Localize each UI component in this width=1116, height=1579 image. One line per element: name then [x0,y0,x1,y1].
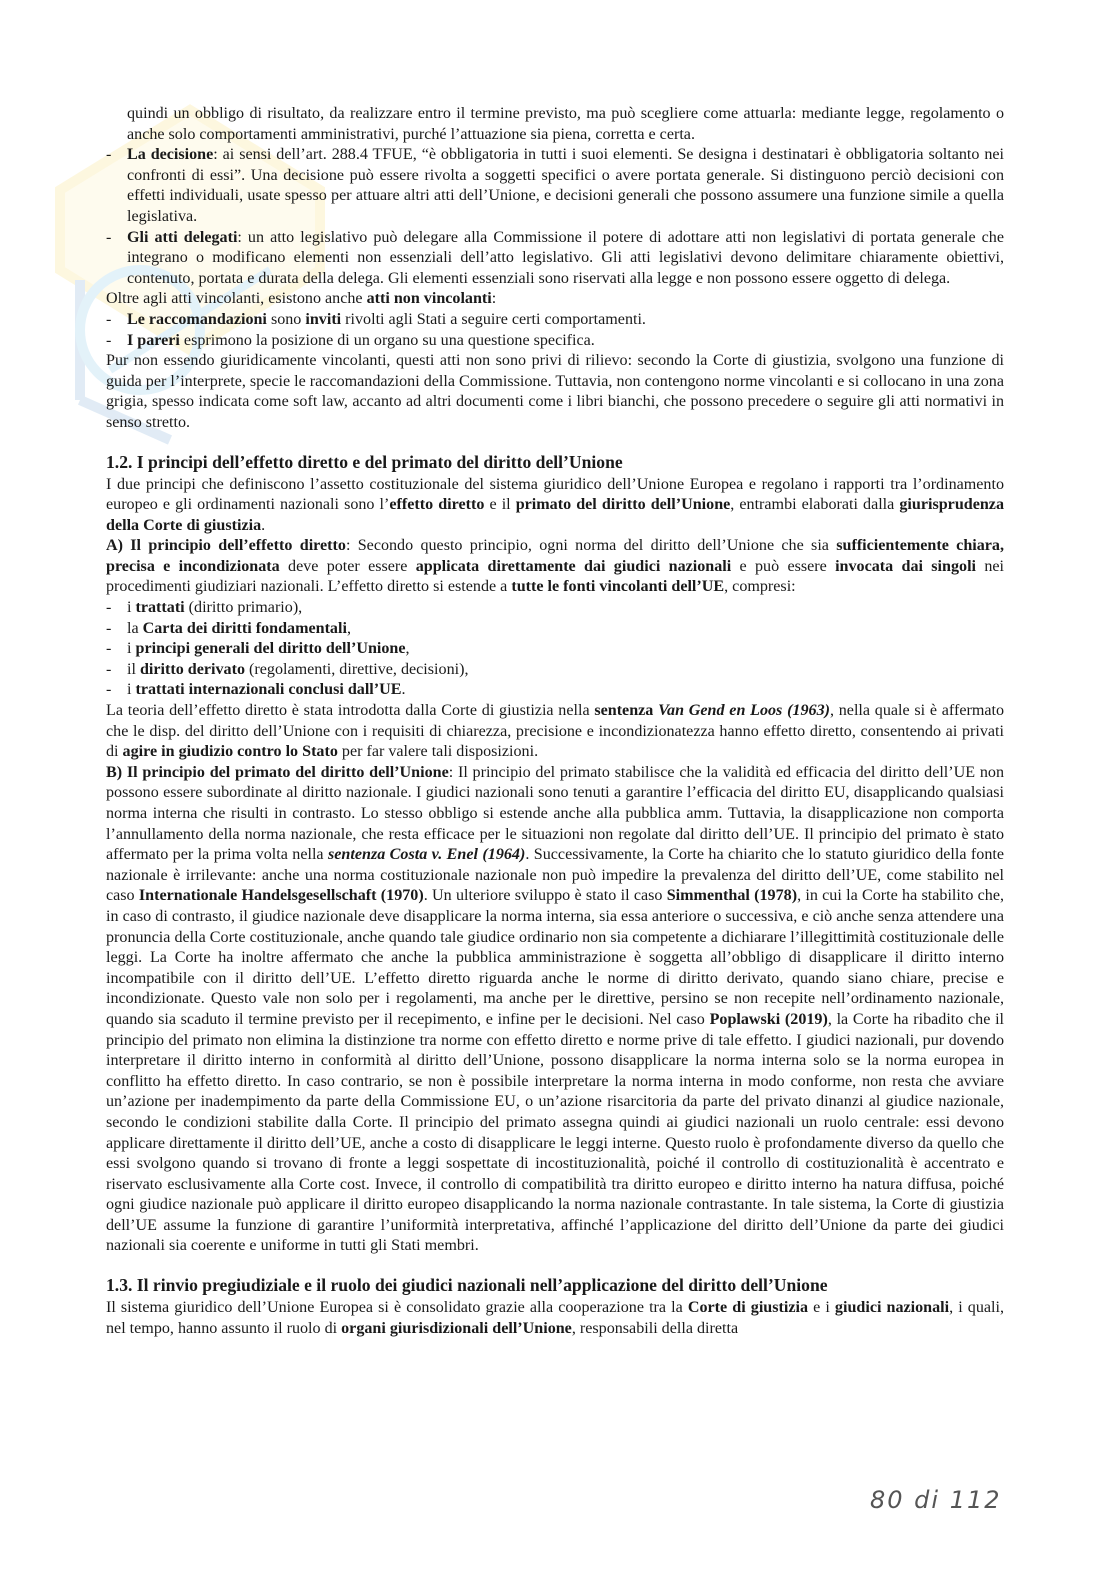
text-span: i [127,640,136,658]
term-raccomandazioni: Le raccomandazioni [127,310,267,328]
term-bold: tutte le fonti vincolanti dell’UE [511,578,725,596]
text-span: : Il principio del primato stabilisce che la validità ed efficacia del diritto dell’UE non possono essere subordinate al diritto nazionale. I giudici nazionali sono tenuti a garantire l’efficacia del diritto EU, disapplicando qualsiasi norma interna che risulti in contrasto. Lo stesso obbligo si estende anche alla pubblica amm. Tuttavia, la disapplicazione non comporta l’annullamento della norma nazionale, che resta efficace per le situazioni non regolate dal diritto dell’UE. Il principio del primato è stato affermato per la prima volta nella [106,763,1004,864]
text-span: , entrambi elaborati dalla [730,496,900,514]
term-bold: applicata direttamente dai giudici nazionali [415,557,732,575]
text-span: . [261,516,266,534]
term-atti-non-vincolanti: atti non vincolanti [366,290,492,308]
text-span: , in cui la Corte ha stabilito che, in caso di contrasto, il giudice nazionale deve disapplicare la norma interna, sia essa anteriore o successiva, e ciò anche senza attendere una pronuncia della Corte costituzionale, anche quando tale giudice ordinario non sia competente a dichiarare l’illegittimità costituzionale delle leggi. La Corte ha inoltre affermato che anche la pubblica amministrazione è soggetta all’obbligo di disapplicare il diritto interno incompatibile con il diritto dell’UE. L’effetto diretto riguarda anche le norme di diritto derivato, quando siano chiare, precise e incondizionate. Questo vale non solo per i regolamenti, ma anche per le direttive, persino se non recepite nell’ordinamento nazionale, quando sia scaduto il termine previsto per il recepimento, e infine per le decisioni. Nel caso [106,887,1005,1028]
text-span: e il [484,496,516,514]
text-span: i [127,681,136,699]
term-pareri: I pareri [127,331,180,349]
text-span: il [127,660,140,678]
text-span: : [491,290,497,308]
subheading-effetto-diretto: A) Il principio dell’effetto diretto [106,537,346,555]
term-bold: Corte di giustizia [687,1299,809,1317]
text-span: La teoria dell’effetto diretto è stata introdotta dalla Corte di giustizia nella [106,702,595,720]
paragraph-primato [106,763,1004,1257]
text-span: Oltre agli atti vincolanti, esistono anche [106,290,367,308]
term-bold: trattati [135,599,185,617]
term-bold: invocata dai singoli [835,557,977,575]
text-span: . Successivamente, la Corte ha chiarito che lo statuto giuridico della fonte nazionale è irrilevante: anche una norma costituzionale nazionale non può impedire la prevalenza del diritto dell’UE, come stabilito nel caso [106,846,1004,905]
term-bold: sufficientemente chiara, precisa e incondizionata [106,537,1005,575]
term-atti-delegati: Gli atti delegati [127,228,238,246]
text-span: nei procedimenti giudiziari nazionali. L’effetto diretto si estende a [106,557,1004,596]
term-bold: Carta dei diritti fondamentali [142,619,347,637]
term-bold: agire in giudizio contro lo Stato [122,743,338,761]
text-span: deve poter essere [279,557,416,575]
paragraph-obbligo-risultato: quindi un obbligo di risultato, da realizzare entro il termine previsto, ma può scegliere come attuarla: mediante legge, regolamento o anche solo comportamenti amministrativi, purché l’attuazione sia piena, corretta e certa. [127,105,1004,143]
paragraph-van-gend-en-loos [106,701,1004,763]
section-heading-1-3: 1.3. Il rinvio pregiudiziale e il ruolo dei giudici nazionali nell’applicazione del diritto dell’Unione [106,1275,828,1296]
term-bold: diritto derivato [139,660,246,678]
text-span: (regolamenti, direttive, decisioni), [245,660,469,678]
text-span: i [127,599,136,617]
term-bold: giudici nazionali [834,1299,950,1317]
text-span: e i [808,1299,835,1317]
term-bold: trattati internazionali conclusi dall’UE [135,681,402,699]
list-item-fonte [106,680,1004,701]
text-span: , i quali, nel tempo, hanno assunto il ruolo di [106,1299,1005,1337]
document-body [106,104,1004,1339]
text-atti-delegati: : un atto legislativo può delegare alla Commissione il potere di adottare atti non legislativi di portata generale che integrano o modificano elementi non essenziali dell’atto legislativo. Gli atti legislativi devono delimitare chiaramente obiettivi, contenuto, portata e durata della delega. Gli elementi essenziali sono riservati alla legge e non possono essere oggetto di delega. [127,228,1004,287]
text-span: (diritto primario), [184,599,303,617]
case-name: Simmenthal (1978) [666,887,798,905]
list-item-fonte [106,619,1004,640]
paragraph-effetto-diretto [106,536,1004,598]
text-span: . [401,681,406,699]
term-effetto-diretto: effetto diretto [389,496,485,514]
text-span: la [127,619,143,637]
list-item-raccomandazioni [106,310,1004,331]
text-span: , nella quale si è affermato che le disp. del diritto dell’Unione con i requisiti di chiarezza, precisione e incondizionatezza hanno effetto diretto, consentendo ai privati di [106,702,1004,761]
case-name: sentenza Costa v. Enel (1964) [328,846,526,864]
text-span: sono [266,310,306,328]
paragraph-atti-non-vincolanti [106,289,1004,310]
list-item-pareri [106,331,1004,352]
list-item-fonte [106,598,1004,619]
text-span: Il sistema giuridico dell’Unione Europea si è consolidato grazie alla cooperazione tra la [106,1299,688,1317]
text-span: : Secondo questo principio, ogni norma del diritto dell’Unione che sia [345,537,837,555]
text-span: rivolti agli Stati a seguire certi comportamenti. [341,310,646,328]
term-bold: sentenza [594,702,659,720]
text-span: , la Corte ha ribadito che il principio del primato non elimina la distinzione tra norme con effetto diretto e norme prive di tale effetto. I giudici nazionali, pur dovendo interpretare il diritto interno in conformità al diritto dell’Unione, possono disapplicare la norma interna solo se la norma europea in conflitto ha effetto diretto. In caso contrario, se non è possibile interpretare la norma interna in modo conforme, non resta che avviare un’azione per inadempimento da parte della Commissione EU, o un’azione risarcitoria da parte del privato dinanzi al giudice nazionale, secondo le condizioni stabilite dalla Corte. Il principio del primato assegna quindi ai giudici nazionali un ruolo centrale: essi devono applicare direttamente il diritto dell’UE, anche a costo di disapplicare le leggi interne. Questo ruolo è profondamente diverso da quello che essi svolgono quando si trovano di fronte a leggi sospettate di incostituzionalità, poiché il controllo di costituzionalità è accentrato e riservato esclusivamente alla Corte cost. Invece, il controllo di compatibilità tra diritto europeo e diritto interno ha natura diffusa, poiché ogni giudice nazionale può applicare il diritto europeo disapplicando la norma nazionale contrastante. In tale sistema, la Corte di giustizia dell’UE assume la funzione di garantire l’uniformità interpretativa, affinché l’applicazione del diritto dell’Unione da parte dei giudici nazionali sia coerente e uniforme in tutti gli Stati membri. [106,1010,1005,1255]
case-name: Internationale Handelsgesellschaft (1970) [138,887,424,905]
text-span: . Un ulteriore sviluppo è stato il caso [423,887,667,905]
text-span: , [346,619,351,637]
case-name: Poplawski (2019) [709,1010,828,1028]
text-span: , [405,640,410,658]
text-span: e può essere [731,557,836,575]
list-item-decisione [106,145,1004,227]
subheading-primato: B) Il principio del primato del diritto dell’Unione [106,763,449,781]
list-item-fonte [106,639,1004,660]
text-span: , responsabili della diretta [571,1319,739,1337]
text-span: esprimono la posizione di un organo su una questione specifica. [179,331,595,349]
paragraph-intro-1-3 [106,1298,1004,1339]
list-item-atti-delegati [106,228,1004,290]
text-span: I due principi che definiscono l’assetto costituzionale del sistema giuridico dell’Unione Europea e regolano i rapporti tra l’ordinamento europeo e gli ordinamenti nazionali sono l’ [106,475,1004,514]
case-name: Van Gend en Loos (1963) [658,702,830,720]
term-giurisprudenza: giurisprudenza della Corte di giustizia [106,496,1005,534]
paragraph-soft-law: Pur non essendo giuridicamente vincolanti, questi atti non sono privi di rilievo: secondo la Corte di giustizia, svolgono una funzione di guida per l’interprete, specie le raccomandazioni della Commissione. Tuttavia, non contengono norme vincolanti e si collocano in una zona grigia, spesso indicata come soft law, accanto ad altri documenti come i libri bianchi, che possono precedere o seguire gli atti normativi in senso stretto. [106,352,1004,431]
term-inviti: inviti [305,310,342,328]
text-span: per far valere tali disposizioni. [337,743,539,761]
text-span: , compresi: [724,578,796,596]
term-bold: principi generali del diritto dell’Unione [135,640,406,658]
paragraph-intro-1-2 [106,475,1004,537]
text-decisione: : ai sensi dell’art. 288.4 TFUE, “è obbligatoria in tutti i suoi elementi. Se designa i destinatari è obbligatoria soltanto nei confronti di essi”. Una decisione può essere rivolta a soggetti specifici o avere portata generale. Si distinguono perciò decisioni con effetti individuali, usate spesso per attuare altri atti dell’Unione, e decisioni generali che possono assumere una funzione simile a quella legislativa. [127,146,1004,225]
term-primato: primato del diritto dell’Unione [515,496,731,514]
section-heading-1-2: 1.2. I principi dell’effetto diretto e del primato del diritto dell’Unione [106,451,623,472]
page-number: 80 di 112 [870,1486,1002,1514]
term-bold: organi giurisdizionali dell’Unione [341,1319,572,1337]
list-item-fonte [106,660,1004,681]
term-decisione: La decisione [127,146,214,164]
